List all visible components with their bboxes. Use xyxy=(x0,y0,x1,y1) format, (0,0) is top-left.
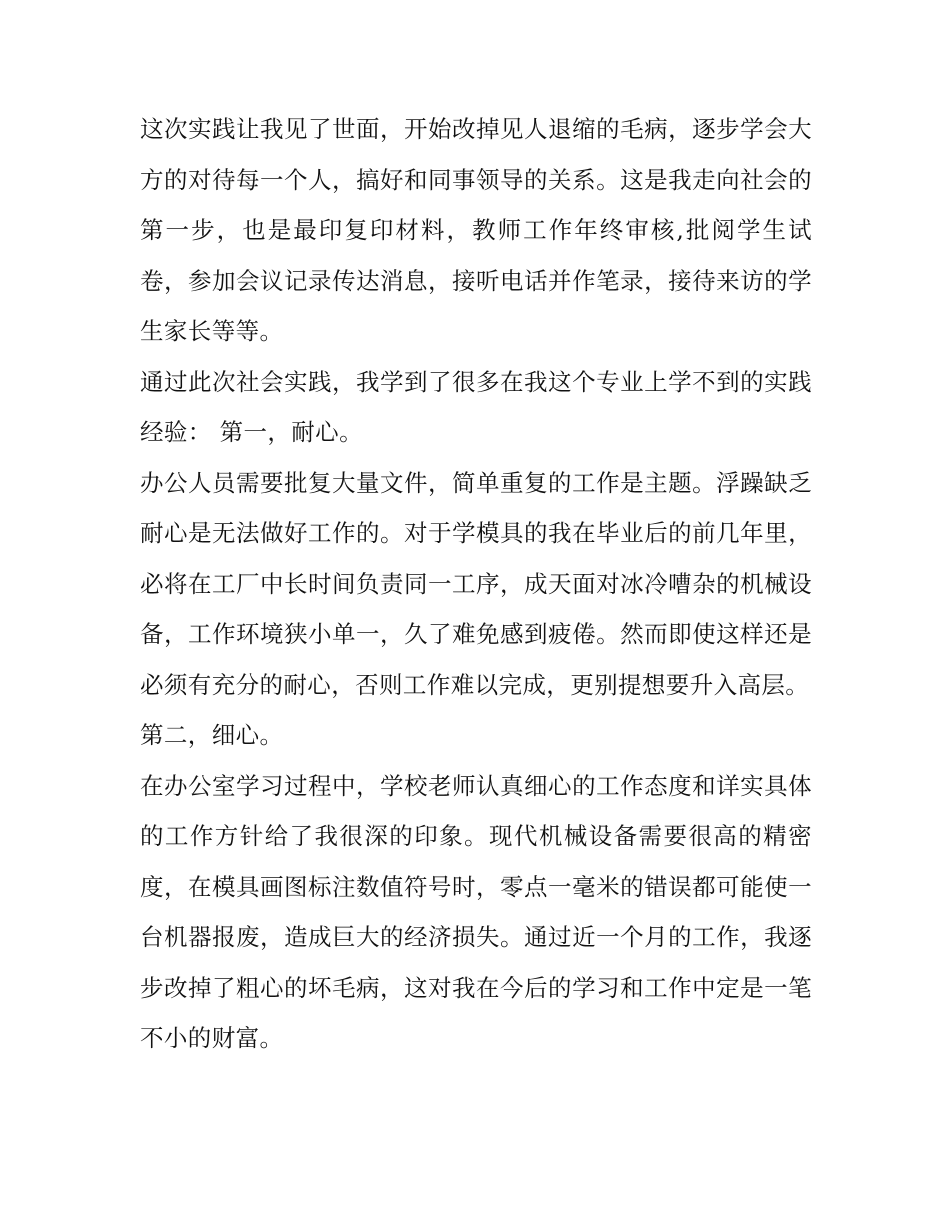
paragraph-carefulness: 在办公室学习过程中，学校老师认真细心的工作态度和详实具体的工作方针给了我很深的印象。现代机械设备需要很高的精密度，在模具画图标注数值符号时，零点一毫米的错误都可能使一台机器报废，造成巨大的经济损失。通过近一个月的工作，我逐步改掉了粗心的坏毛病，这对我在今后的学习和工作中定是一笔不小的财富。 xyxy=(140,771,812,1052)
paragraph-practice-experience: 这次实践让我见了世面，开始改掉见人退缩的毛病，逐步学会大方的对待每一个人，搞好和同事领导的关系。这是我走向社会的第一步，也是最印复印材料，教师工作年终审核,批阅学生试卷，参加会议记录传达消息，接听电话并作笔录，接待来访的学生家长等等。 xyxy=(140,115,812,345)
paragraph-patience: 办公人员需要批复大量文件，简单重复的工作是主题。浮躁缺乏耐心是无法做好工作的。对于学模具的我在毕业后的前几年里，必将在工厂中长时间负责同一工序，成天面对冰冷嘈杂的机械设备，工作环境狭小单一，久了难免感到疲倦。然而即使这样还是必须有充分的耐心，否则工作难以完成，更别提想要升入高层。 xyxy=(140,468,812,699)
document-body xyxy=(140,104,812,1064)
paragraph-second-heading: 第二，细心。 xyxy=(140,721,284,749)
paragraph-lessons-intro: 通过此次社会实践，我学到了很多在我这个专业上学不到的实践经验： 第一，耐心。 xyxy=(140,367,812,446)
